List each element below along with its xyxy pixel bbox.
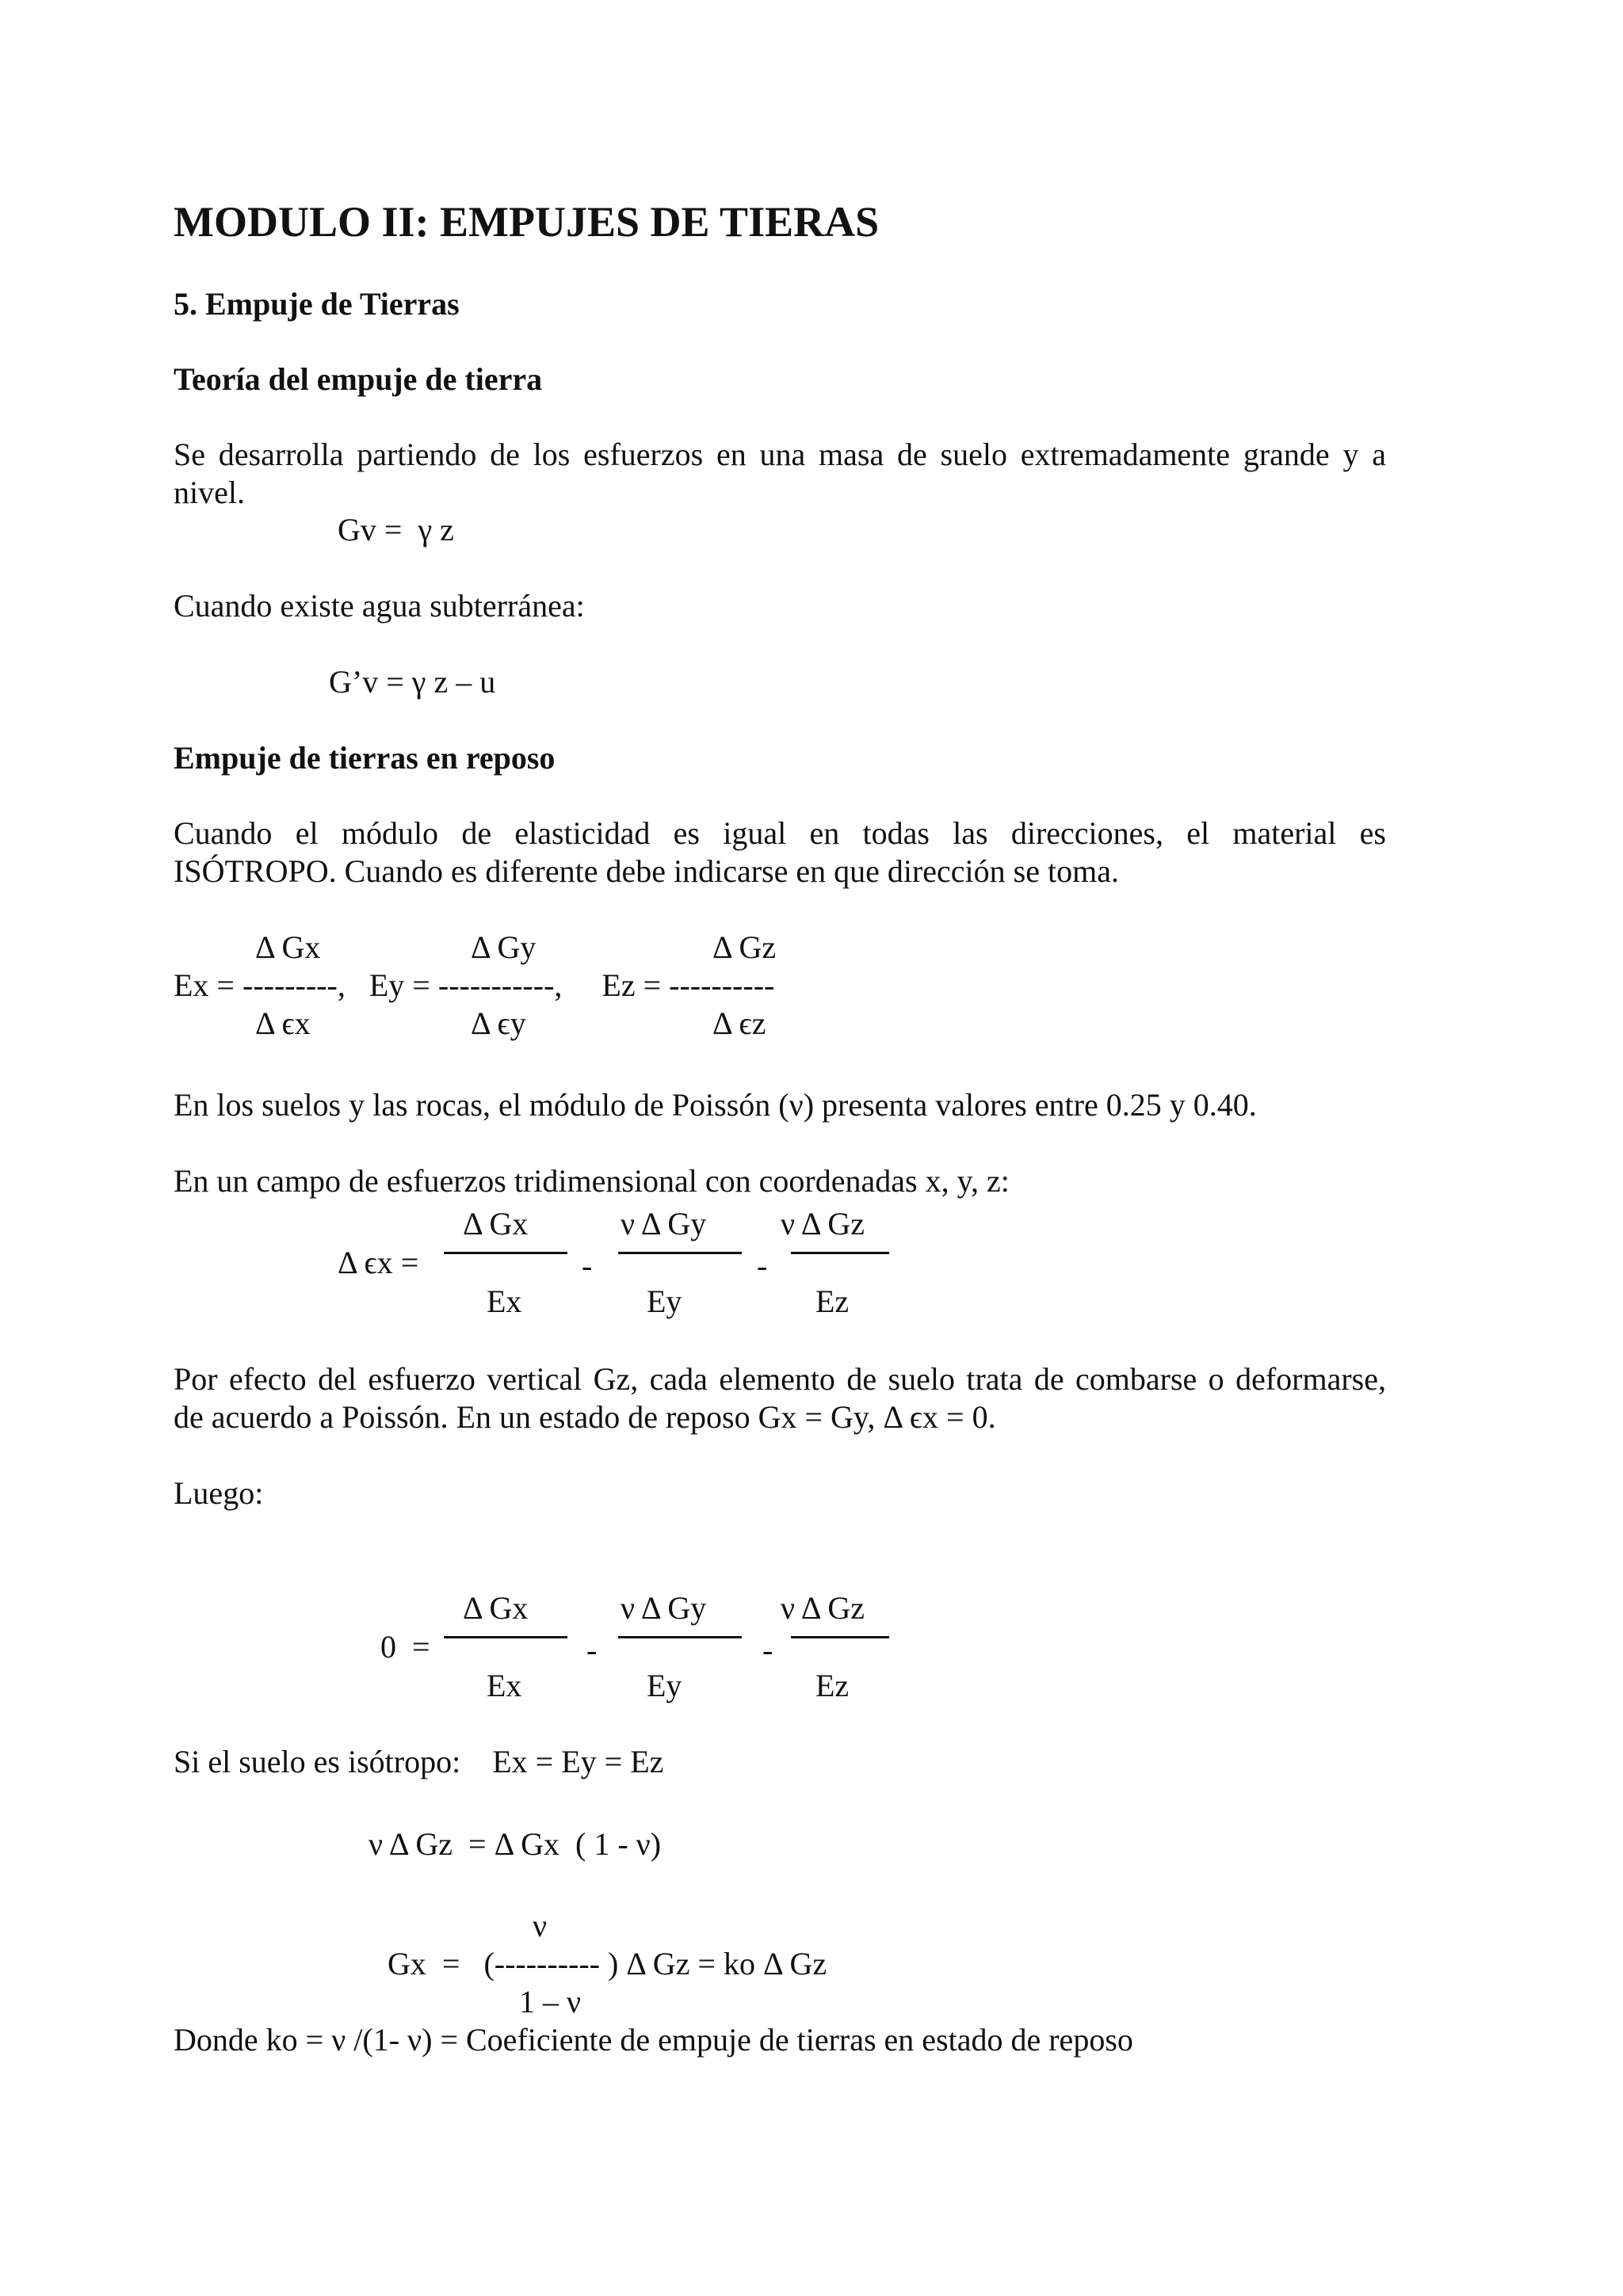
numerator: ν Δ Gz [781, 1590, 865, 1626]
numerator: Δ Gz [712, 929, 777, 965]
subheading-theory: Teoría del empuje de tierra [174, 361, 543, 397]
minus-sign: - [762, 1632, 773, 1668]
subheading-reposo: Empuje de tierras en reposo [174, 740, 556, 776]
fraction-bar [444, 1636, 567, 1638]
fraction-bar [444, 1252, 567, 1254]
minus-sign: - [757, 1248, 768, 1283]
equation-lhs: Δ ϵx = [338, 1245, 419, 1280]
equation-nu: ν Δ Gz = Δ Gx ( 1 - ν) [369, 1826, 662, 1862]
denominator: Δ ϵy [471, 1005, 526, 1041]
fraction-bar [791, 1636, 889, 1638]
numerator: ν Δ Gy [621, 1206, 707, 1241]
minus-sign: - [582, 1248, 593, 1283]
numerator: ν [533, 1908, 548, 1943]
denominator: 1 – ν [519, 1984, 582, 2019]
numerator: Δ Gx [255, 929, 321, 965]
denominator: Δ ϵz [712, 1005, 766, 1041]
equation-gv: Gv = γ z [338, 512, 454, 547]
paragraph-line: En los suelos y las rocas, el módulo de Poissón (ν) presenta valores entre 0.25 y 0.40. [174, 1087, 1257, 1123]
denominator: Ey [647, 1668, 682, 1703]
paragraph-line: de acuerdo a Poissón. En un estado de reposo Gx = Gy, Δ ϵx = 0. [174, 1399, 996, 1435]
paragraph-line: Cuando existe agua subterránea: [174, 588, 585, 624]
fraction-bar [618, 1636, 742, 1638]
equation-lhs: 0 = [380, 1629, 430, 1665]
equation-gpv: G’v = γ z – u [329, 664, 496, 700]
denominator: Ez [815, 1668, 850, 1703]
paragraph-line: Se desarrolla partiendo de los esfuerzos en una masa de suelo extremadamente grande y a [174, 437, 1386, 472]
paragraph-line: ISÓTROPO. Cuando es diferente debe indicarse en que dirección se toma. [174, 853, 1119, 889]
page-title: MODULO II: EMPUJES DE TIERAS [174, 198, 880, 246]
paragraph-line: nivel. [174, 475, 245, 510]
paragraph-line: Si el suelo es isótropo: Ex = Ey = Ez [174, 1744, 664, 1779]
denominator: Ey [647, 1283, 682, 1319]
fraction-bar [791, 1252, 889, 1254]
denominator: Ex [487, 1668, 522, 1703]
paragraph-line: En un campo de esfuerzos tridimensional con coordenadas x, y, z: [174, 1163, 1010, 1199]
fraction-bar [618, 1252, 742, 1254]
equation-gx-row: Gx = (---------- ) Δ Gz = ko Δ Gz [388, 1946, 827, 1981]
numerator: Δ Gx [463, 1590, 529, 1626]
numerator: Δ Gx [463, 1206, 529, 1241]
numerator: ν Δ Gy [621, 1590, 707, 1626]
denominator: Ex [487, 1283, 522, 1319]
minus-sign: - [586, 1632, 598, 1668]
denominator: Δ ϵx [255, 1005, 311, 1041]
numerator: ν Δ Gz [781, 1206, 865, 1241]
paragraph-line: Por efecto del esfuerzo vertical Gz, cada elemento de suelo trata de combarse o deformarse, [174, 1361, 1386, 1397]
paragraph-line: Donde ko = ν /(1- ν) = Coeficiente de empuje de tierras en estado de reposo [174, 2022, 1133, 2058]
paragraph-line: Cuando el módulo de elasticidad es igual en todas las direcciones, el material es [174, 815, 1386, 851]
section-heading: 5. Empuje de Tierras [174, 286, 460, 322]
paragraph-line: Luego: [174, 1475, 264, 1511]
numerator: Δ Gy [471, 929, 537, 965]
moduli-row: Ex = ---------, Ey = -----------, Ez = ---------- [174, 967, 775, 1003]
denominator: Ez [815, 1283, 850, 1319]
